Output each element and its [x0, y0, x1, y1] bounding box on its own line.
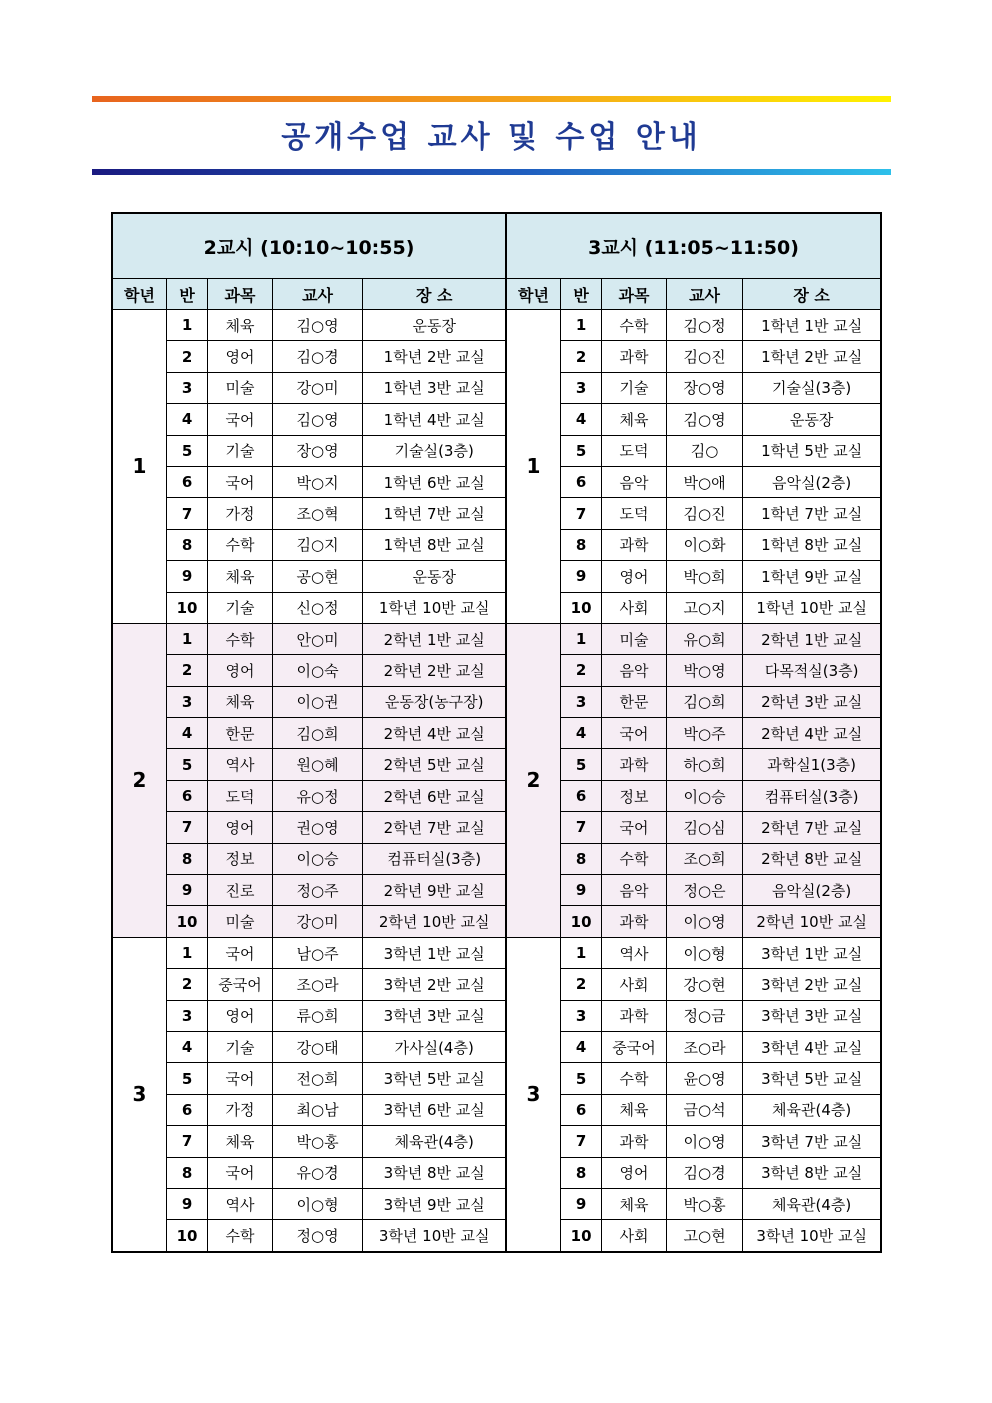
- teacher-cell: 정○주: [272, 875, 363, 906]
- table-row: [112, 529, 881, 560]
- table-row: [112, 341, 881, 372]
- place-cell: 다목적실(3층): [743, 655, 881, 686]
- class-number: 7: [166, 1126, 207, 1157]
- place-cell: 1학년 10반 교실: [363, 592, 506, 623]
- subject-cell: 과학: [602, 1126, 666, 1157]
- teacher-cell: 박○영: [666, 655, 743, 686]
- bottom-gradient-bar: [92, 169, 891, 175]
- col-grade: 학년: [112, 279, 166, 310]
- class-number: 3: [560, 686, 601, 717]
- subject-cell: 체육: [602, 1188, 666, 1219]
- class-number: 10: [560, 1220, 601, 1252]
- teacher-cell: 윤○영: [666, 1063, 743, 1094]
- teacher-cell: 조○라: [272, 969, 363, 1000]
- table-row: [112, 372, 881, 403]
- place-cell: 1학년 7반 교실: [363, 498, 506, 529]
- class-number: 9: [166, 875, 207, 906]
- subject-cell: 한문: [208, 718, 272, 749]
- teacher-cell: 박○홍: [272, 1126, 363, 1157]
- grade-cell: 2: [506, 623, 560, 937]
- class-number: 2: [560, 341, 601, 372]
- teacher-cell: 전○희: [272, 1063, 363, 1094]
- place-cell: 1학년 7반 교실: [743, 498, 881, 529]
- place-cell: 3학년 2반 교실: [363, 969, 506, 1000]
- place-cell: 3학년 9반 교실: [363, 1188, 506, 1219]
- subject-cell: 사회: [602, 592, 666, 623]
- place-cell: 음악실(2층): [743, 466, 881, 497]
- subject-cell: 음악: [602, 875, 666, 906]
- class-number: 5: [560, 435, 601, 466]
- grade-cell: 1: [112, 310, 166, 624]
- place-cell: 가사실(4층): [363, 1031, 506, 1062]
- teacher-cell: 김○지: [272, 529, 363, 560]
- class-number: 7: [560, 498, 601, 529]
- place-cell: 2학년 2반 교실: [363, 655, 506, 686]
- subject-cell: 수학: [602, 1063, 666, 1094]
- class-number: 9: [560, 1188, 601, 1219]
- subject-cell: 체육: [602, 404, 666, 435]
- place-cell: 운동장: [743, 404, 881, 435]
- class-number: 8: [166, 1157, 207, 1188]
- subject-cell: 기술: [208, 435, 272, 466]
- class-number: 1: [166, 623, 207, 654]
- table-row: [112, 718, 881, 749]
- teacher-cell: 장○영: [666, 372, 743, 403]
- subject-cell: 과학: [602, 529, 666, 560]
- place-cell: 2학년 3반 교실: [743, 686, 881, 717]
- teacher-cell: 권○영: [272, 812, 363, 843]
- teacher-cell: 김○정: [666, 310, 743, 341]
- subject-cell: 음악: [602, 466, 666, 497]
- subject-cell: 도덕: [602, 498, 666, 529]
- place-cell: 3학년 3반 교실: [363, 1000, 506, 1031]
- place-cell: 체육관(4층): [363, 1126, 506, 1157]
- table-row: [112, 1157, 881, 1188]
- place-cell: 1학년 1반 교실: [743, 310, 881, 341]
- subject-cell: 영어: [208, 812, 272, 843]
- place-cell: 3학년 5반 교실: [743, 1063, 881, 1094]
- teacher-cell: 김○영: [666, 404, 743, 435]
- subject-cell: 역사: [208, 1188, 272, 1219]
- table-row: [112, 404, 881, 435]
- subject-cell: 국어: [208, 1157, 272, 1188]
- teacher-cell: 김○진: [666, 341, 743, 372]
- place-cell: 2학년 1반 교실: [363, 623, 506, 654]
- place-cell: 3학년 10반 교실: [363, 1220, 506, 1252]
- place-cell: 2학년 4반 교실: [363, 718, 506, 749]
- place-cell: 3학년 8반 교실: [743, 1157, 881, 1188]
- subject-cell: 과학: [602, 341, 666, 372]
- subject-cell: 수학: [602, 843, 666, 874]
- table-row: [112, 780, 881, 811]
- subject-cell: 영어: [208, 341, 272, 372]
- place-cell: 1학년 6반 교실: [363, 466, 506, 497]
- place-cell: 1학년 9반 교실: [743, 561, 881, 592]
- subject-cell: 미술: [208, 372, 272, 403]
- class-number: 5: [560, 1063, 601, 1094]
- place-cell: 1학년 8반 교실: [743, 529, 881, 560]
- teacher-cell: 고○현: [666, 1220, 743, 1252]
- class-number: 4: [166, 718, 207, 749]
- teacher-cell: 이○승: [272, 843, 363, 874]
- class-number: 10: [560, 906, 601, 937]
- class-number: 9: [166, 1188, 207, 1219]
- teacher-cell: 강○현: [666, 969, 743, 1000]
- place-cell: 기술실(3층): [363, 435, 506, 466]
- class-number: 7: [560, 1126, 601, 1157]
- table-row: [112, 1188, 881, 1219]
- grade-cell: 3: [506, 937, 560, 1251]
- class-number: 4: [166, 1031, 207, 1062]
- subject-cell: 도덕: [208, 780, 272, 811]
- subject-cell: 수학: [208, 1220, 272, 1252]
- page-title: 공개수업 교사 및 수업 안내: [281, 120, 702, 155]
- place-cell: 3학년 7반 교실: [743, 1126, 881, 1157]
- table-row: [112, 623, 881, 654]
- class-number: 7: [166, 498, 207, 529]
- col-teacher: 교사: [666, 279, 743, 310]
- place-cell: 1학년 8반 교실: [363, 529, 506, 560]
- class-number: 2: [166, 969, 207, 1000]
- class-number: 7: [166, 812, 207, 843]
- class-number: 4: [560, 718, 601, 749]
- table-row: [112, 686, 881, 717]
- table-row: [112, 843, 881, 874]
- subject-cell: 영어: [602, 1157, 666, 1188]
- class-number: 10: [560, 592, 601, 623]
- class-number: 10: [166, 906, 207, 937]
- table-row: [112, 937, 881, 968]
- table-row: [112, 812, 881, 843]
- teacher-cell: 김○: [666, 435, 743, 466]
- teacher-cell: 조○라: [666, 1031, 743, 1062]
- subject-cell: 정보: [602, 780, 666, 811]
- subject-cell: 역사: [602, 937, 666, 968]
- teacher-cell: 유○경: [272, 1157, 363, 1188]
- subject-cell: 과학: [602, 906, 666, 937]
- period-2-header: 2교시 (10:10~10:55): [112, 213, 506, 279]
- table-row: [112, 1126, 881, 1157]
- grade-cell: 2: [112, 623, 166, 937]
- subject-cell: 역사: [208, 749, 272, 780]
- col-place: 장 소: [363, 279, 506, 310]
- class-number: 4: [560, 404, 601, 435]
- subject-cell: 한문: [602, 686, 666, 717]
- place-cell: 음악실(2층): [743, 875, 881, 906]
- col-grade: 학년: [506, 279, 560, 310]
- subject-cell: 국어: [208, 404, 272, 435]
- place-cell: 1학년 5반 교실: [743, 435, 881, 466]
- teacher-cell: 김○진: [666, 498, 743, 529]
- top-gradient-bar: [92, 96, 891, 102]
- place-cell: 2학년 6반 교실: [363, 780, 506, 811]
- place-cell: 3학년 10반 교실: [743, 1220, 881, 1252]
- table-row: [112, 1094, 881, 1125]
- class-number: 6: [560, 466, 601, 497]
- col-teacher: 교사: [272, 279, 363, 310]
- teacher-cell: 최○남: [272, 1094, 363, 1125]
- table-row: [112, 655, 881, 686]
- subject-cell: 사회: [602, 1220, 666, 1252]
- subject-cell: 과학: [602, 1000, 666, 1031]
- class-number: 5: [166, 749, 207, 780]
- teacher-cell: 박○홍: [666, 1188, 743, 1219]
- teacher-cell: 박○주: [666, 718, 743, 749]
- table-row: [112, 310, 881, 341]
- teacher-cell: 이○권: [272, 686, 363, 717]
- place-cell: 3학년 4반 교실: [743, 1031, 881, 1062]
- subject-cell: 사회: [602, 969, 666, 1000]
- class-number: 2: [166, 655, 207, 686]
- class-number: 5: [166, 1063, 207, 1094]
- place-cell: 1학년 2반 교실: [743, 341, 881, 372]
- subject-cell: 수학: [602, 310, 666, 341]
- teacher-cell: 김○희: [272, 718, 363, 749]
- subject-cell: 국어: [602, 718, 666, 749]
- place-cell: 2학년 7반 교실: [743, 812, 881, 843]
- teacher-cell: 공○현: [272, 561, 363, 592]
- teacher-cell: 강○미: [272, 372, 363, 403]
- place-cell: 3학년 3반 교실: [743, 1000, 881, 1031]
- col-class: 반: [166, 279, 207, 310]
- teacher-cell: 남○주: [272, 937, 363, 968]
- subject-cell: 음악: [602, 655, 666, 686]
- place-cell: 과학실1(3층): [743, 749, 881, 780]
- table-row: [112, 561, 881, 592]
- subject-cell: 체육: [208, 1126, 272, 1157]
- teacher-cell: 안○미: [272, 623, 363, 654]
- teacher-cell: 박○지: [272, 466, 363, 497]
- class-number: 8: [166, 529, 207, 560]
- class-number: 1: [560, 623, 601, 654]
- teacher-cell: 원○혜: [272, 749, 363, 780]
- col-subject: 과목: [602, 279, 666, 310]
- teacher-cell: 김○희: [666, 686, 743, 717]
- class-number: 3: [560, 372, 601, 403]
- class-number: 9: [560, 875, 601, 906]
- table-row: [112, 592, 881, 623]
- teacher-cell: 김○영: [272, 404, 363, 435]
- place-cell: 3학년 1반 교실: [743, 937, 881, 968]
- subject-cell: 기술: [208, 1031, 272, 1062]
- teacher-cell: 강○태: [272, 1031, 363, 1062]
- class-number: 5: [560, 749, 601, 780]
- place-cell: 1학년 2반 교실: [363, 341, 506, 372]
- teacher-cell: 박○애: [666, 466, 743, 497]
- subject-cell: 진로: [208, 875, 272, 906]
- subject-cell: 국어: [208, 466, 272, 497]
- class-number: 2: [166, 341, 207, 372]
- subject-cell: 도덕: [602, 435, 666, 466]
- teacher-cell: 김○경: [272, 341, 363, 372]
- subject-cell: 가정: [208, 1094, 272, 1125]
- subject-cell: 영어: [208, 655, 272, 686]
- place-cell: 3학년 6반 교실: [363, 1094, 506, 1125]
- teacher-cell: 이○형: [272, 1188, 363, 1219]
- subject-cell: 수학: [208, 529, 272, 560]
- class-number: 10: [166, 592, 207, 623]
- place-cell: 기술실(3층): [743, 372, 881, 403]
- teacher-cell: 유○정: [272, 780, 363, 811]
- subject-cell: 중국어: [602, 1031, 666, 1062]
- class-number: 9: [560, 561, 601, 592]
- place-cell: 2학년 10반 교실: [363, 906, 506, 937]
- class-number: 2: [560, 655, 601, 686]
- teacher-cell: 이○영: [666, 906, 743, 937]
- table-row: [112, 969, 881, 1000]
- place-cell: 3학년 1반 교실: [363, 937, 506, 968]
- teacher-cell: 이○화: [666, 529, 743, 560]
- table-row: [112, 1220, 881, 1252]
- place-cell: 2학년 7반 교실: [363, 812, 506, 843]
- table-row: [112, 1063, 881, 1094]
- place-cell: 3학년 8반 교실: [363, 1157, 506, 1188]
- teacher-cell: 박○희: [666, 561, 743, 592]
- subject-cell: 기술: [602, 372, 666, 403]
- class-number: 8: [166, 843, 207, 874]
- place-cell: 3학년 2반 교실: [743, 969, 881, 1000]
- subject-cell: 체육: [208, 686, 272, 717]
- schedule-body: [112, 310, 881, 1252]
- table-row: [112, 749, 881, 780]
- teacher-cell: 정○영: [272, 1220, 363, 1252]
- place-cell: 운동장: [363, 561, 506, 592]
- table-row: [112, 466, 881, 497]
- teacher-cell: 정○은: [666, 875, 743, 906]
- class-number: 6: [166, 780, 207, 811]
- teacher-cell: 김○경: [666, 1157, 743, 1188]
- teacher-cell: 장○영: [272, 435, 363, 466]
- class-number: 4: [560, 1031, 601, 1062]
- subject-cell: 체육: [208, 310, 272, 341]
- place-cell: 1학년 3반 교실: [363, 372, 506, 403]
- table-row: [112, 875, 881, 906]
- teacher-cell: 하○희: [666, 749, 743, 780]
- class-number: 1: [560, 937, 601, 968]
- teacher-cell: 정○금: [666, 1000, 743, 1031]
- teacher-cell: 김○심: [666, 812, 743, 843]
- grade-cell: 1: [506, 310, 560, 624]
- class-number: 1: [560, 310, 601, 341]
- col-place: 장 소: [743, 279, 881, 310]
- teacher-cell: 류○희: [272, 1000, 363, 1031]
- place-cell: 2학년 8반 교실: [743, 843, 881, 874]
- teacher-cell: 이○숙: [272, 655, 363, 686]
- class-number: 1: [166, 937, 207, 968]
- class-number: 7: [560, 812, 601, 843]
- class-number: 8: [560, 843, 601, 874]
- subject-cell: 국어: [208, 1063, 272, 1094]
- place-cell: 컴퓨터실(3층): [363, 843, 506, 874]
- class-number: 6: [560, 1094, 601, 1125]
- col-subject: 과목: [208, 279, 272, 310]
- subject-cell: 정보: [208, 843, 272, 874]
- subject-cell: 체육: [602, 1094, 666, 1125]
- teacher-cell: 김○영: [272, 310, 363, 341]
- teacher-cell: 강○미: [272, 906, 363, 937]
- table-row: [112, 1031, 881, 1062]
- subject-cell: 국어: [208, 937, 272, 968]
- place-cell: 2학년 9반 교실: [363, 875, 506, 906]
- schedule-table: [111, 212, 882, 1253]
- place-cell: 1학년 10반 교실: [743, 592, 881, 623]
- class-number: 6: [166, 1094, 207, 1125]
- teacher-cell: 유○희: [666, 623, 743, 654]
- class-number: 9: [166, 561, 207, 592]
- col-class: 반: [560, 279, 601, 310]
- class-number: 2: [560, 969, 601, 1000]
- place-cell: 컴퓨터실(3층): [743, 780, 881, 811]
- table-row: [112, 906, 881, 937]
- place-cell: 2학년 1반 교실: [743, 623, 881, 654]
- class-number: 1: [166, 310, 207, 341]
- class-number: 3: [166, 372, 207, 403]
- place-cell: 체육관(4층): [743, 1188, 881, 1219]
- subject-cell: 영어: [602, 561, 666, 592]
- class-number: 8: [560, 529, 601, 560]
- subject-cell: 가정: [208, 498, 272, 529]
- place-cell: 1학년 4반 교실: [363, 404, 506, 435]
- class-number: 3: [166, 1000, 207, 1031]
- teacher-cell: 고○지: [666, 592, 743, 623]
- subject-cell: 중국어: [208, 969, 272, 1000]
- class-number: 8: [560, 1157, 601, 1188]
- subject-cell: 기술: [208, 592, 272, 623]
- subject-cell: 미술: [208, 906, 272, 937]
- place-cell: 체육관(4층): [743, 1094, 881, 1125]
- teacher-cell: 조○혁: [272, 498, 363, 529]
- class-number: 3: [560, 1000, 601, 1031]
- place-cell: 2학년 5반 교실: [363, 749, 506, 780]
- teacher-cell: 이○영: [666, 1126, 743, 1157]
- subject-cell: 수학: [208, 623, 272, 654]
- class-number: 10: [166, 1220, 207, 1252]
- table-row: [112, 1000, 881, 1031]
- subject-cell: 미술: [602, 623, 666, 654]
- period-3-header: 3교시 (11:05~11:50): [506, 213, 881, 279]
- teacher-cell: 금○석: [666, 1094, 743, 1125]
- teacher-cell: 신○정: [272, 592, 363, 623]
- class-number: 5: [166, 435, 207, 466]
- place-cell: 운동장(농구장): [363, 686, 506, 717]
- class-number: 6: [166, 466, 207, 497]
- teacher-cell: 이○승: [666, 780, 743, 811]
- class-number: 6: [560, 780, 601, 811]
- place-cell: 2학년 4반 교실: [743, 718, 881, 749]
- place-cell: 2학년 10반 교실: [743, 906, 881, 937]
- subject-cell: 영어: [208, 1000, 272, 1031]
- place-cell: 3학년 5반 교실: [363, 1063, 506, 1094]
- subject-cell: 국어: [602, 812, 666, 843]
- subject-cell: 체육: [208, 561, 272, 592]
- table-row: [112, 435, 881, 466]
- table-row: [112, 498, 881, 529]
- teacher-cell: 조○희: [666, 843, 743, 874]
- subject-cell: 과학: [602, 749, 666, 780]
- teacher-cell: 이○형: [666, 937, 743, 968]
- grade-cell: 3: [112, 937, 166, 1251]
- place-cell: 운동장: [363, 310, 506, 341]
- class-number: 4: [166, 404, 207, 435]
- class-number: 3: [166, 686, 207, 717]
